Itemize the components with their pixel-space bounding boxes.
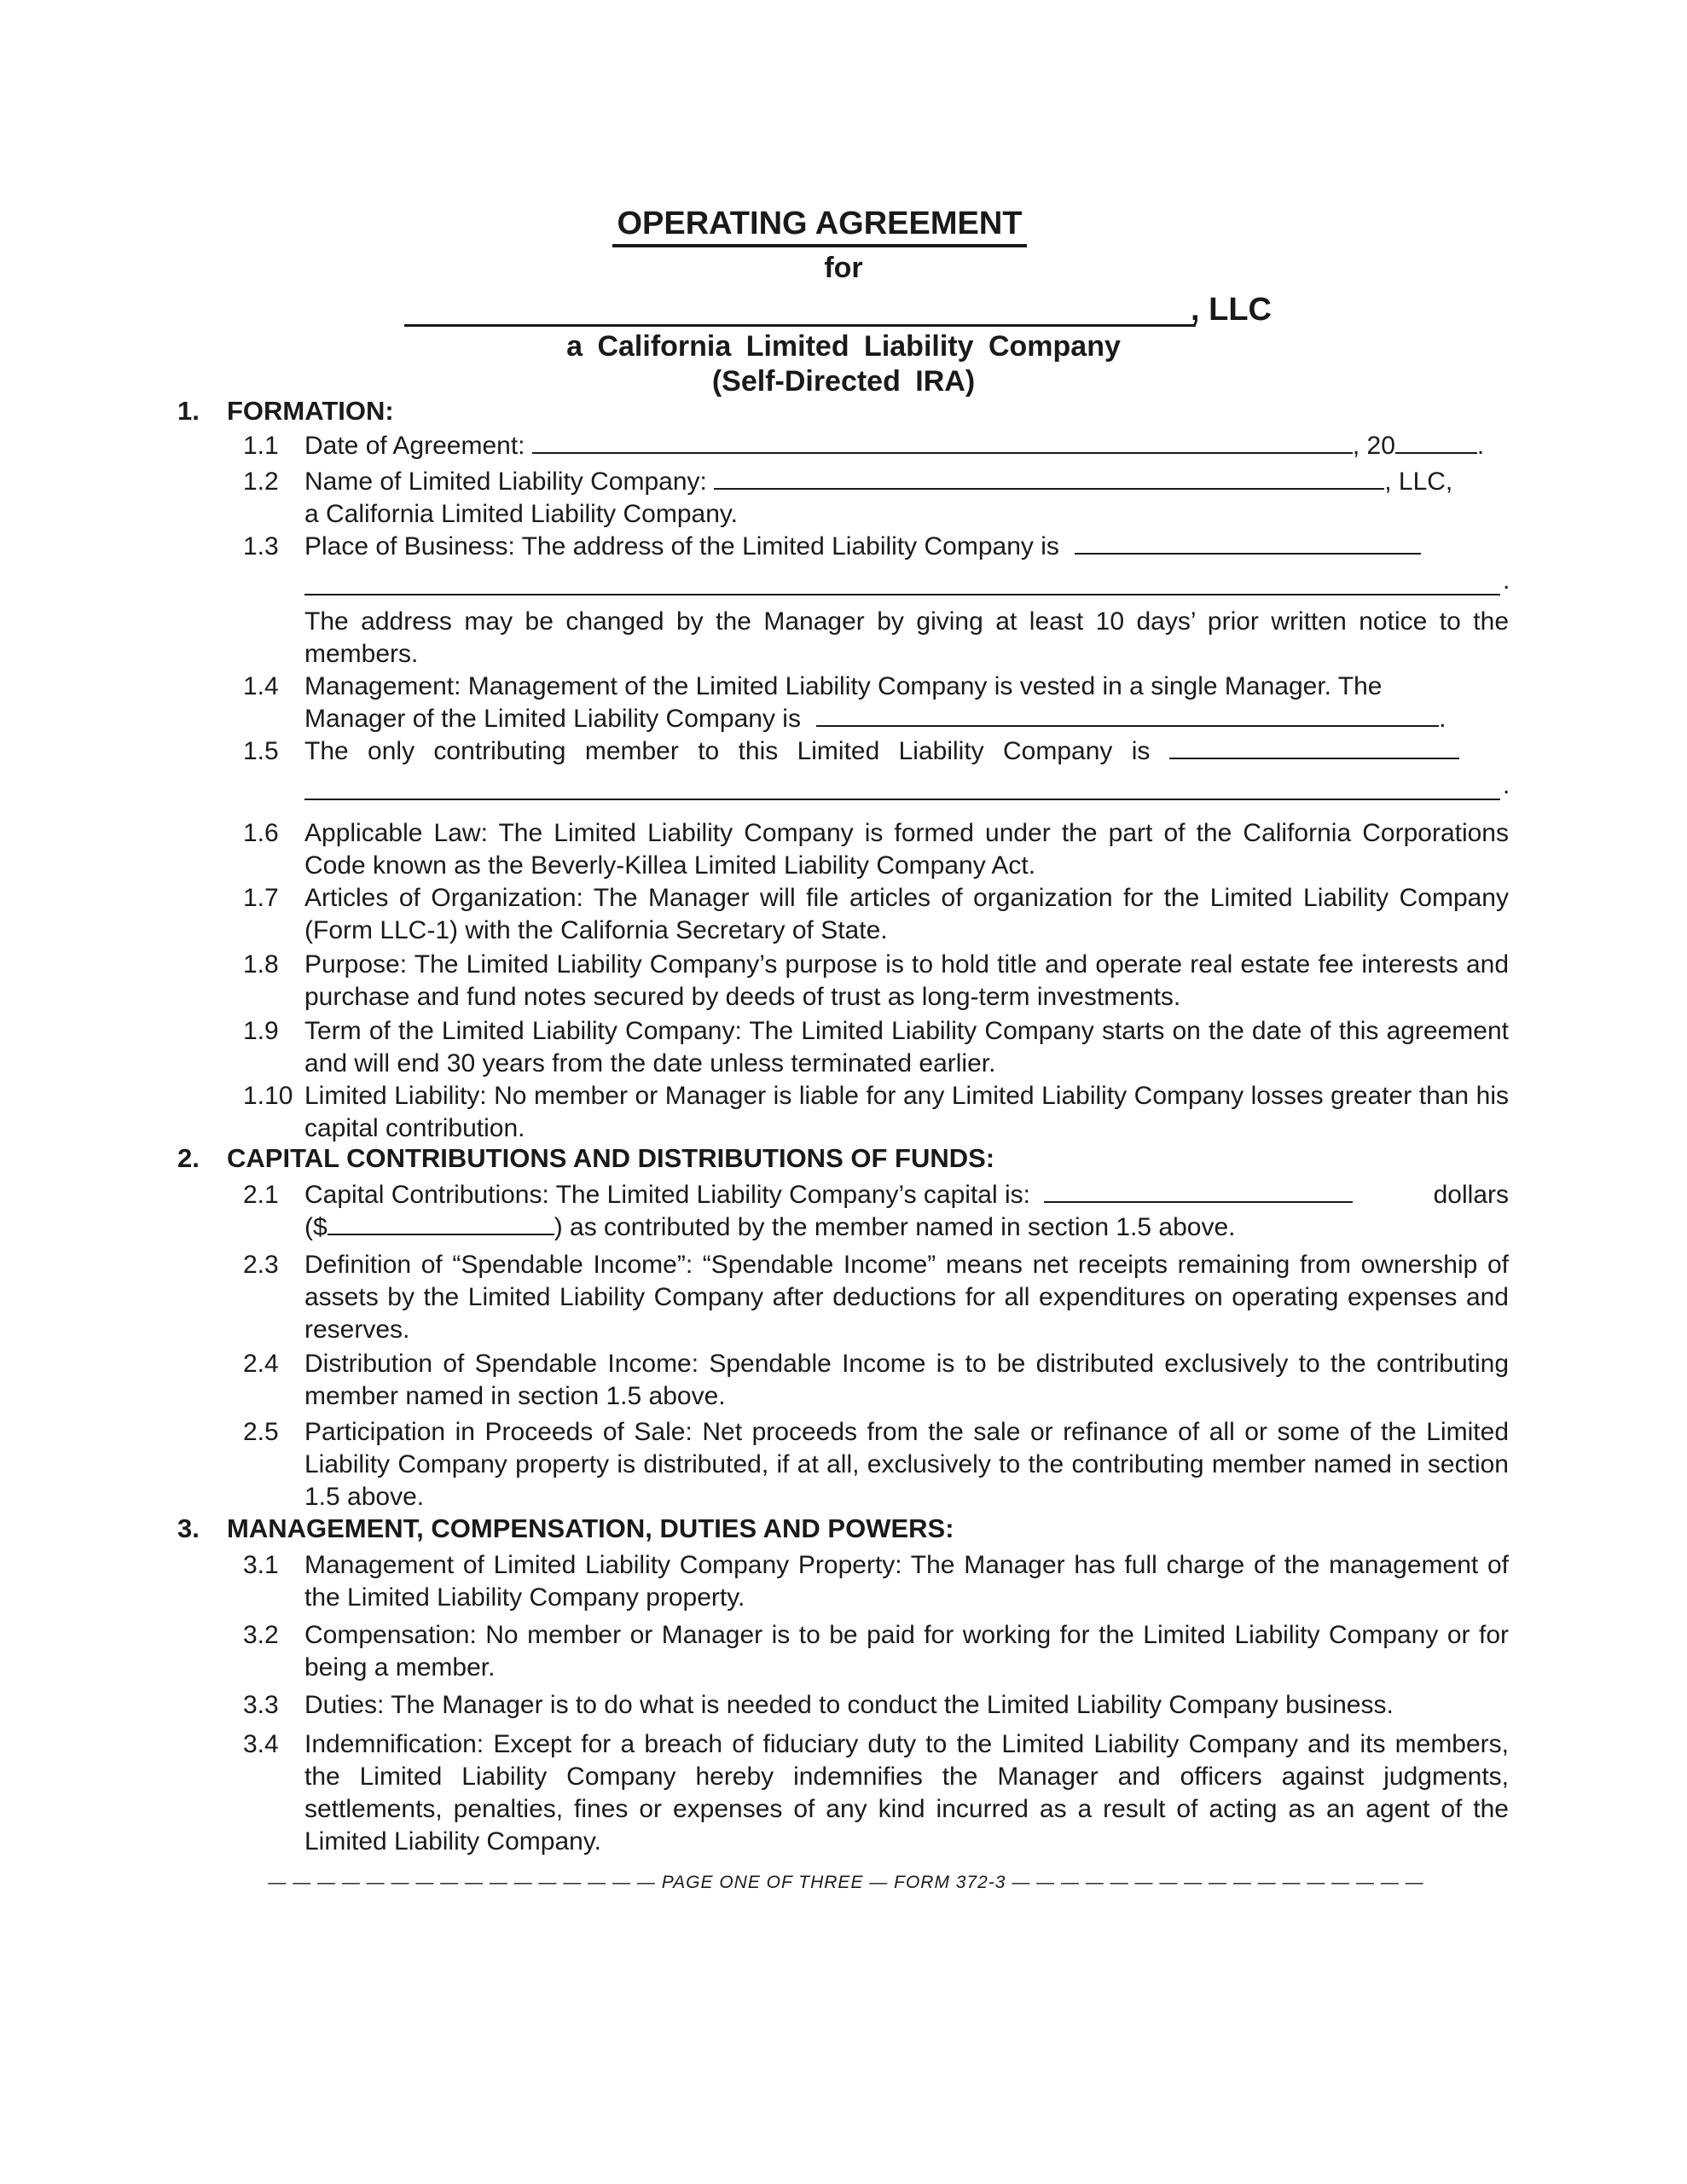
item-1-4-line-2: Manager of the Limited Liability Company is .: [304, 705, 1446, 733]
item-1-2: 1.2 Name of Limited Liability Company: , LLC, a California Limited Liability Company.: [243, 468, 1453, 528]
item-3-4: 3.4 Indemnification: Except for a breach of fiduciary duty to the Limited Liability Company and its members, the Limited Liability Company hereby indemnifies the Manager and officers against judgments, settlements, penalties, fines or expenses of any kind incurred as a result of acting as an agent of the Limited Liability Company.: [243, 1730, 1509, 1856]
address-field-line-2[interactable]: [304, 594, 1500, 595]
capital-words-field[interactable]: [1044, 1179, 1353, 1203]
llc-suffix: , LLC: [1191, 292, 1272, 328]
company-name-field[interactable]: [404, 324, 1196, 327]
item-1-4: 1.4 Management: Management of the Limited Liability Company is vested in a single Manager. The: [243, 672, 1383, 700]
item-1-1: 1.1 Date of Agreement: , 20 .: [243, 432, 1485, 460]
document-subtitle: a California Limited Liability Company: [566, 330, 1121, 363]
item-2-5: 2.5 Participation in Proceeds of Sale: Net proceeds from the sale or refinance of all or some of the Limited Liability Company property is distributed, if at all, exclusively to the contributing member named in section 1.5 above.: [243, 1418, 1509, 1511]
section-1-heading: 1. FORMATION:: [177, 396, 394, 426]
item-3-2: 3.2 Compensation: No member or Manager is to be paid for working for the Limited Liability Company or for being a member.: [243, 1621, 1509, 1682]
item-1-9: 1.9 Term of the Limited Liability Company: The Limited Liability Company starts on the date of this agreement and will end 30 years from the date unless terminated earlier.: [243, 1017, 1509, 1077]
document-subtitle-2: (Self-Directed IRA): [711, 365, 976, 398]
item-1-8: 1.8 Purpose: The Limited Liability Company’s purpose is to hold title and operate real estate fee interests and purchase and fund notes secured by deeds of trust as long-term investments.: [243, 950, 1509, 1011]
item-1-7: 1.7 Articles of Organization: The Manager will file articles of organization for the Limited Liability Company (Form LLC-1) with the California Secretary of State.: [243, 884, 1509, 944]
document-page: OPERATING AGREEMENT for , LLC a California Limited Liability Company (Self-Directed IRA) 1. FORMATION: 1.1 Date of Agreement: , 20 . 1.2 Name of Limited Liability Company: , LLC, a California Limited Liability Company. 1.3 Place of Business: The address of the Limited Liability Company is . The address may be changed by the Manager by giving at least 10 days’ prior written notice to the members. 1.4 Management: Management of the Limited Liability Company is vested in a single Manager. The Manager of the Limited Liability Company is . 1.5 The only contributing member to this Limited Liability Company is . 1.6 Applicable Law: The Limited Liability Company is formed under the part of the California Corporations Code known as the Beverly-Killea Limited Liability Company Act. 1.7 Articles of Organization: The Manager will file articles of organization for the Limited Liability Company (Form LLC-1) with the California Secretary of State. 1.8 Purpose: The Limited Liability Company’s purpose is to hold title and operate real estate fee interests and purchase and fund notes secured by deeds of trust as long-term investments. 1.9 Term of the Limited Liability Company: The Limited Liability Company starts on the date of this agreement and will end 30 years from the date unless terminated earlier. 1.10 Limited Liability: No member or Manager is liable for any Limited Liability Company losses greater than his capital contribution. 2. CAPITAL CONTRIBUTIONS AND DISTRIBUTIONS OF FUNDS: 2.1 Capital Contributions: The Limited Liability Company’s capital is: dollars ($ ) as contributed by the member named in section 1.5 above. 2.3 Definition of “Spendable Income”: “Spendable Income” means net receipts remaining from ownership of assets by the Limited Liability Company after deductions for all expenditures on operating expenses and reserves. 2.4 Distribution of Spendable Income: Spendable Income is to be distributed exclusively to the contributing member named in section 1.5 above. 2.5 Participation in Proceeds of Sale: Net proceeds from the sale or refinance of all or some of the Limited Liability Company property is distributed, if at all, exclusively to the contributing member named in section 1.5 above. 3. MANAGEMENT, COMPENSATION, DUTIES AND POWERS: 3.1 Management of Limited Liability Company Property: The Manager has full charge of the management of the Limited Liability Company property. 3.2 Compensation: No member or Manager is to be paid for working for the Limited Liability Company or for being a member. 3.3 Duties: The Manager is to do what is needed to conduct the Limited Liability Company business. 3.4 Indemnification: Except for a breach of fiduciary duty to the Limited Liability Company and its members, the Limited Liability Company hereby indemnifies the Manager and officers against judgments, settlements, penalties, fines or expenses of any kind incurred as a result of acting as an agent of the Limited Liability Company. — — — — — — — — — — — — — — — — PAGE ONE OF THREE — FORM 372-3 — — — — — — — — — — — — — — — — —: [0, 0, 1687, 2184]
llc-name-field[interactable]: [714, 466, 1384, 490]
member-name-field-line-2[interactable]: [304, 799, 1500, 800]
item-1-10: 1.10 Limited Liability: No member or Manager is liable for any Limited Liability Company losses greater than his capital contribution.: [243, 1082, 1509, 1142]
manager-name-field[interactable]: [816, 703, 1439, 727]
member-name-field[interactable]: [1169, 735, 1459, 759]
title-for: for: [824, 252, 863, 284]
item-2-3: 2.3 Definition of “Spendable Income”: “Spendable Income” means net receipts remaining from ownership of assets by the Limited Liability Company after deductions for all expenditures on operating expenses and reserves.: [243, 1251, 1509, 1344]
item-1-6: 1.6 Applicable Law: The Limited Liability Company is formed under the part of the California Corporations Code known as the Beverly-Killea Limited Liability Company Act.: [243, 819, 1509, 880]
item-2-1: 2.1 Capital Contributions: The Limited Liability Company’s capital is: dollars ($ ) as contributed by the member named in section 1.5 above.: [243, 1181, 1509, 1241]
year-field[interactable]: [1395, 430, 1477, 454]
date-field[interactable]: [532, 430, 1353, 454]
capital-amount-field[interactable]: [328, 1211, 554, 1235]
item-3-3: 3.3 Duties: The Manager is to do what is needed to conduct the Limited Liability Company business.: [243, 1691, 1394, 1719]
item-1-3: 1.3 Place of Business: The address of the Limited Liability Company is: [243, 531, 1509, 563]
item-3-1: 3.1 Management of Limited Liability Company Property: The Manager has full charge of the management of the Limited Liability Company property.: [243, 1551, 1509, 1612]
address-field[interactable]: [1075, 531, 1421, 555]
item-1-5: 1.5 The only contributing member to this Limited Liability Company is: [243, 735, 1509, 768]
item-2-4: 2.4 Distribution of Spendable Income: Spendable Income is to be distributed exclusively to the contributing member named in section 1.5 above.: [243, 1350, 1509, 1410]
section-2-heading: 2. CAPITAL CONTRIBUTIONS AND DISTRIBUTIONS OF FUNDS:: [177, 1143, 995, 1173]
document-title: OPERATING AGREEMENT: [612, 205, 1027, 247]
item-1-3-note: The address may be changed by the Manager by giving at least 10 days’ prior written notice to the members.: [304, 607, 1509, 668]
section-3-heading: 3. MANAGEMENT, COMPENSATION, DUTIES AND POWERS:: [177, 1513, 954, 1543]
page-footer: — — — — — — — — — — — — — — — — PAGE ONE OF THREE — FORM 372-3 — — — — — — — — — — — — — — — — —: [268, 1873, 1424, 1892]
